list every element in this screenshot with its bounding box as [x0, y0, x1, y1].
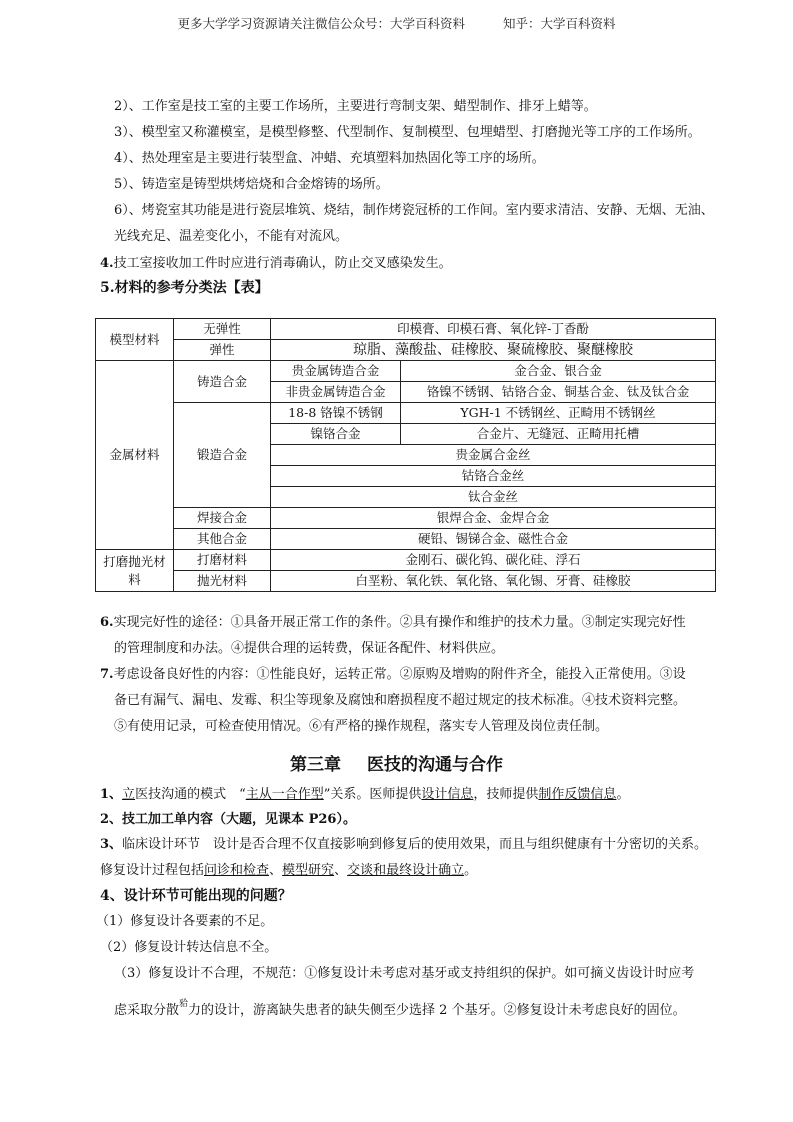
section-3-text-e: 、	[334, 863, 348, 878]
cell-nonprecious-cast: 非贵金属铸造合金	[271, 382, 401, 403]
room-item-5: 5）、铸造室是铸型烘烤焙烧和合金熔铸的场所。	[114, 177, 389, 192]
room-item-6-cont: 光线充足、温差变化小，不能有对流风。	[114, 229, 349, 244]
header-left-text: 更多大学学习资源请关注微信公众号：大学百科资料	[177, 16, 465, 31]
room-item-4: 4）、热处理室是主要进行装型盒、冲蜡、充填塑料加热固化等工序的场所。	[114, 151, 545, 166]
section-3-line1	[100, 836, 707, 854]
materials-table	[95, 318, 716, 592]
section-1	[100, 786, 629, 804]
item-7-line3: ⑤有使用记录，可检查使用情况。⑥有严格的操作规程，落实专人管理及岗位责任制。	[114, 719, 609, 734]
cell-other-alloy: 其他合金	[174, 529, 271, 550]
section-1-underlined-g: 制作反馈信息	[538, 787, 617, 802]
cell-solder-alloy: 焊接合金	[174, 508, 271, 529]
item-6-line1	[100, 614, 686, 632]
problem-3-text-b: 力的设计，游离缺失患者的缺失侧至少选择 2 个基牙。②修复设计未考虑良好的固位。	[188, 1003, 686, 1018]
chapter-title	[0, 750, 793, 775]
section-3-text-g: 。	[464, 863, 478, 878]
cell-precious-wire: 贵金属合金丝	[271, 445, 716, 466]
section-3-line2	[100, 862, 477, 880]
item-6-num: 6.	[100, 615, 114, 630]
item-5-heading	[100, 279, 269, 297]
section-3-text-a: 修复设计过程包括	[100, 863, 205, 878]
problem-3-line2	[114, 999, 686, 1021]
cell-precious-cast-items: 金合金、银合金	[401, 361, 716, 382]
section-3-underlined-f: 交谈和最终设计确立	[347, 863, 465, 878]
section-1-num: 1、	[100, 787, 123, 802]
problem-3-text-a: 虑采取分散	[114, 1003, 180, 1018]
cell-cocr-wire: 钴铬合金丝	[271, 466, 716, 487]
item-6-text1: 实现完好性的途径：①具备开展正常工作的条件。②具有操作和维护的技术力量。③制定实现完好性	[113, 615, 686, 630]
item-7-num: 7.	[100, 667, 114, 682]
item-7-text1: 考虑设备良好性的内容：①性能良好，运转正常。②原购及增购的附件齐全，能投入正常使用。③设	[113, 667, 686, 682]
chapter-number: 第三章	[290, 755, 341, 775]
section-1-underlined-a: 立	[122, 787, 136, 802]
cell-cast-alloy: 铸造合金	[174, 361, 271, 403]
cell-ss188-items: YGH-1 不锈钢丝、正畸用不锈钢丝	[401, 403, 716, 424]
item-7-line1	[100, 666, 686, 684]
chapter-name: 医技的沟通与合作	[367, 755, 503, 775]
section-4: 4、设计环节可能出现的问题？	[100, 888, 292, 904]
cell-precious-cast: 贵金属铸造合金	[271, 361, 401, 382]
occlusal-mark: 𬌗	[179, 999, 189, 1009]
item-6-line2: 的管理制度和办法。④提供合理的运转费，保证各配件、材料供应。	[114, 641, 505, 656]
problem-3-line1: （3）修复设计不合理，不规范：①修复设计未考虑对基牙或支持组织的保护。如可摘义齿设计时应考	[114, 966, 695, 981]
section-1-text-h: 。	[616, 787, 630, 802]
item-4-num: 4.	[100, 256, 114, 271]
header-right-text: 知乎：大学百科资料	[503, 16, 616, 31]
item-4-text: 技工室接收加工件时应进行消毒确认，防止交叉感染发生。	[113, 256, 452, 271]
cell-other-items: 硬铅、锡锑合金、磁性合金	[271, 529, 716, 550]
item-5-num: 5.	[100, 280, 115, 296]
page-header	[0, 14, 793, 32]
room-item-2: 2）、工作室是技工室的主要工作场所，主要进行弯制支架、蜡型制作、排牙上蜡等。	[114, 99, 597, 114]
cell-metal-material: 金属材料	[96, 361, 174, 550]
section-3-num: 3、	[100, 837, 123, 852]
cell-non-elastic-items: 印模膏、印模石膏、氧化锌-丁香酚	[271, 319, 716, 340]
cell-model-material: 模型材料	[96, 319, 174, 361]
room-item-6: 6）、烤瓷室其功能是进行瓷层堆筑、烧结，制作烤瓷冠桥的工作间。室内要求清洁、安静、无烟、无油、	[114, 203, 714, 218]
cell-polish-material: 打磨抛光材料	[96, 550, 174, 592]
cell-elastic: 弹性	[174, 340, 271, 361]
section-1-text-b: 医技沟通的模式 “	[135, 787, 246, 802]
cell-nonprecious-cast-items: 铬镍不锈钢、钴铬合金、铜基合金、钛及钛合金	[401, 382, 716, 403]
cell-nicr-items: 合金片、无缝冠、正畸用托槽	[401, 424, 716, 445]
item-7-line2: 备已有漏气、漏电、发霉、积尘等现象及腐蚀和磨损程度不超过规定的技术标准。④技术资料完整。	[114, 693, 687, 708]
item-5-text: 材料的参考分类法【表】	[114, 280, 269, 296]
cell-polishing-items: 白垩粉、氧化铁、氧化铬、氧化锡、牙膏、硅橡胶	[271, 571, 716, 592]
cell-ti-wire: 钛合金丝	[271, 487, 716, 508]
section-3-text-c: 、	[269, 863, 283, 878]
cell-grinding-items: 金刚石、碳化钨、碳化硅、浮石	[271, 550, 716, 571]
cell-nicr: 镍铬合金	[271, 424, 401, 445]
section-1-underlined-c: 主从一合作型	[245, 787, 324, 802]
room-item-3: 3）、模型室又称灌模室，是模型修整、代型制作、复制模型、包埋蜡型、打磨抛光等工序的工作场所。	[114, 125, 701, 140]
item-4	[100, 255, 452, 273]
cell-wrought-alloy: 锻造合金	[174, 403, 271, 508]
cell-ss188: 18-8 铬镍不锈钢	[271, 403, 401, 424]
section-1-text-f: ，技师提供	[473, 787, 539, 802]
problem-2: （2）修复设计转达信息不全。	[100, 940, 278, 955]
problem-1: （1）修复设计各要素的不足。	[96, 914, 274, 929]
cell-polishing: 抛光材料	[174, 571, 271, 592]
section-3-underlined-b: 问诊和检查	[204, 863, 270, 878]
cell-non-elastic: 无弹性	[174, 319, 271, 340]
section-2: 2、技工加工单内容（大题，见课本 P26）。	[100, 812, 356, 827]
section-1-text-d: ”关系。医师提供	[323, 787, 422, 802]
section-3-underlined-d: 模型研究	[282, 863, 335, 878]
cell-elastic-items: 琼脂、藻酸盐、硅橡胶、聚硫橡胶、聚醚橡胶	[271, 340, 716, 361]
cell-solder-items: 银焊合金、金焊合金	[271, 508, 716, 529]
section-3-text1: 临床设计环节 设计是否合理不仅直接影响到修复后的使用效果，而且与组织健康有十分密切的关系。	[122, 837, 708, 852]
section-1-underlined-e: 设计信息	[421, 787, 474, 802]
cell-grinding: 打磨材料	[174, 550, 271, 571]
